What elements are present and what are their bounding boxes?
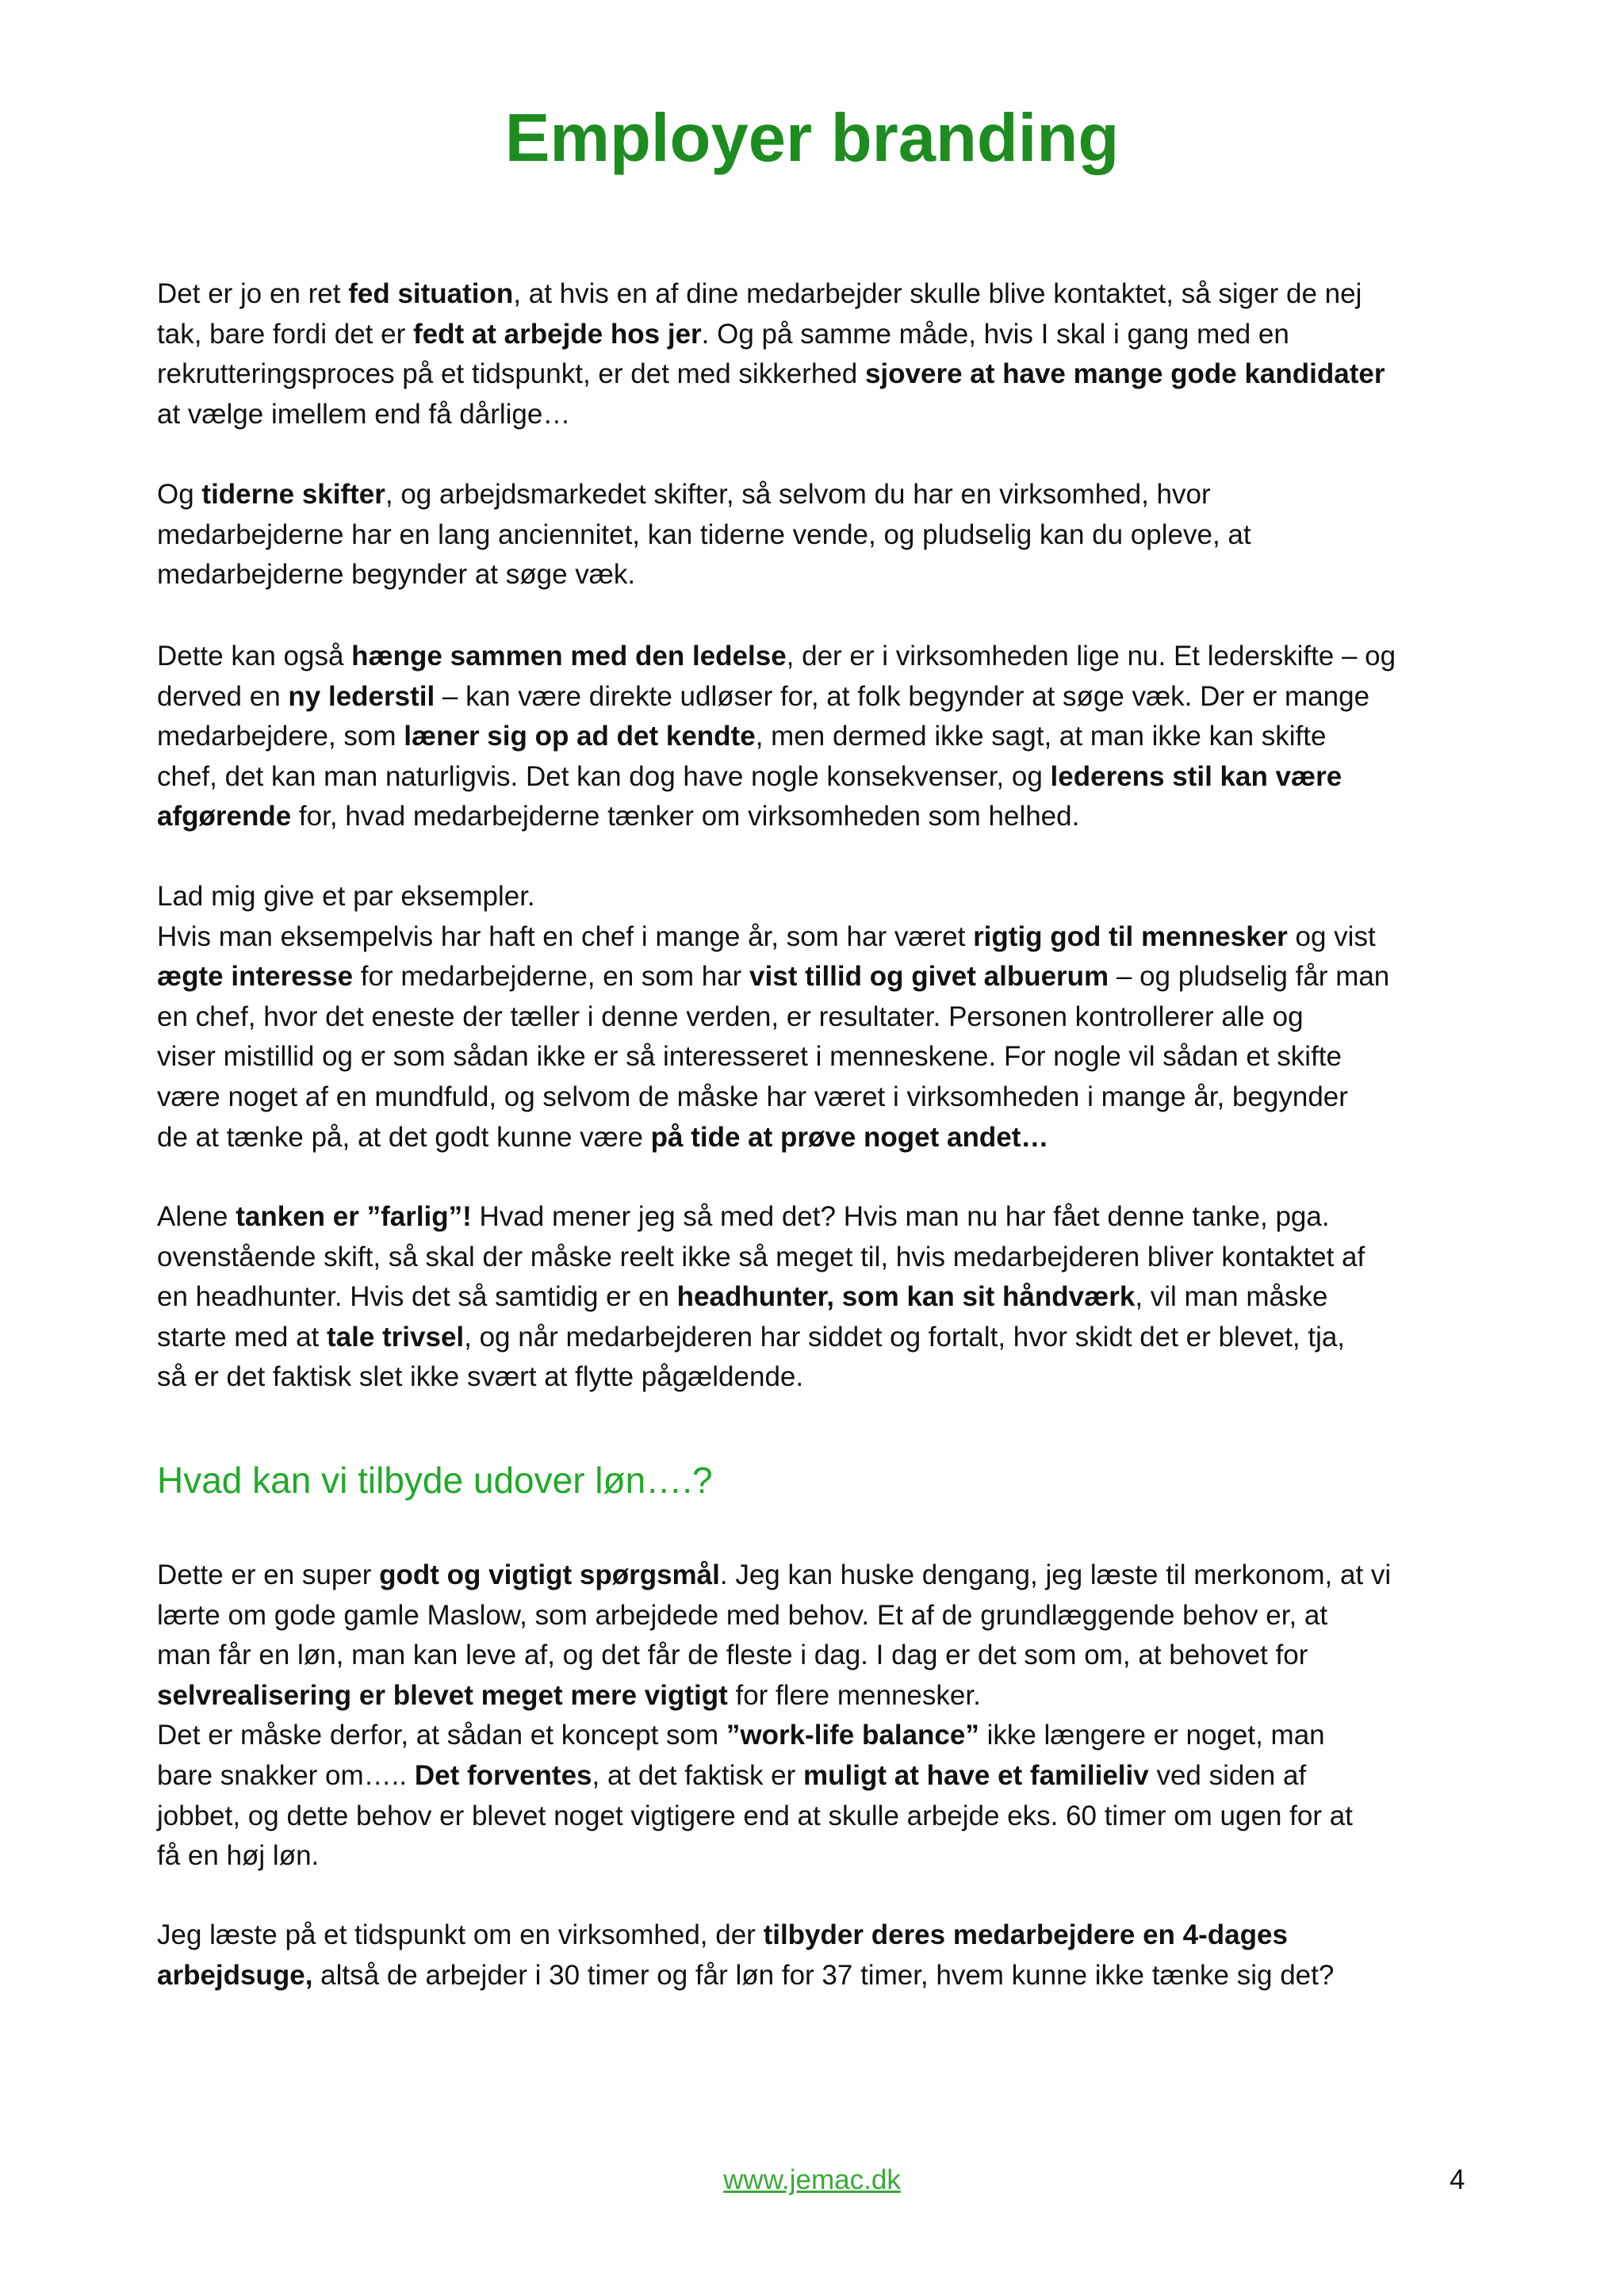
text-run: Hvis man eksempelvis har haft en chef i mange år, som har været [157,920,974,952]
text-line [157,1596,1489,1636]
bold-text: arbejdsuge, [157,1959,313,1991]
text-run: ved siden af [1148,1759,1307,1791]
text-line [157,1357,1489,1398]
text-run: Alene [157,1201,236,1232]
text-run: medarbejdere, som [157,721,404,752]
text-line [157,1716,1489,1756]
text-line [157,1956,1489,1996]
text-line [157,354,1489,395]
paragraph [157,1197,1489,1398]
paragraph [157,475,1489,595]
text-line [157,395,1489,435]
text-run: . Jeg kan huske dengang, jeg læste til merkonom, at vi [719,1559,1392,1590]
text-run: en headhunter. Hvis det så samtidig er en [157,1281,677,1313]
page-title: Employer branding [504,101,1120,176]
text-line [157,717,1489,757]
text-run: for medarbejderne, en som har [353,961,750,993]
text-line [157,797,1489,837]
text-run: Dette er en super [157,1559,380,1590]
text-run: , og når medarbejderen har siddet og fortalt, hvor skidt det er blevet, tja, [464,1321,1346,1353]
text-line [157,1756,1489,1797]
text-run: . Og på samme måde, hvis I skal i gang med en [701,318,1289,350]
text-run: medarbejderne har en lang anciennitet, kan tiderne vende, og pludselig kan du opleve, at [157,519,1251,550]
bold-text: muligt at have et familieliv [803,1759,1149,1791]
text-run: Det er måske derfor, at sådan et koncept som [157,1720,726,1751]
bold-text: rigtig god til mennesker [973,920,1288,952]
text-run: de at tænke på, at det godt kunne være [157,1121,651,1153]
bold-text: godt og vigtigt spørgsmål [379,1559,720,1590]
text-line [157,877,1489,917]
bold-text: headhunter, som kan sit håndværk [676,1281,1136,1313]
bold-text: lederens stil kan være [1050,760,1342,792]
paragraph [157,637,1489,837]
page-number: 4 [1450,2164,1465,2195]
text-line [157,1636,1489,1676]
text-line [157,1318,1489,1358]
text-run: medarbejderne begynder at søge væk. [157,559,636,591]
text-run: for, hvad medarbejderne tænker om virksomheden som helhed. [291,801,1080,832]
text-line [157,1676,1489,1716]
text-run: være noget af en mundfuld, og selvom de måske har været i virksomheden i mange år, begynder [157,1081,1348,1112]
text-run: bare snakker om….. [157,1759,415,1791]
bold-text: tilbyder deres medarbejdere en 4-dages [763,1919,1288,1950]
text-run: lærte om gode gamle Maslow, som arbejdede med behov. Et af de grundlæggende behov er, at [157,1599,1328,1631]
text-run: Jeg læste på et tidspunkt om en virksomhed, der [157,1919,764,1950]
bold-text: hænge sammen med den ledelse [351,641,787,672]
text-run: ikke længere er noget, man [979,1720,1325,1751]
bold-text: fed situation [348,278,514,309]
text-line [157,757,1489,798]
text-line [157,1277,1489,1318]
text-run: ovenstående skift, så skal der måske reelt ikke så meget til, hvis medarbejderen bliver kontaktet af [157,1241,1365,1272]
bold-text: selvrealisering er blevet meget mere vigtigt [157,1679,728,1711]
text-line [157,1118,1489,1158]
text-run: Og [157,479,202,510]
text-run: så er det faktisk slet ikke svært at flytte pågældende. [157,1361,804,1393]
text-line [157,274,1489,315]
text-run: for flere mennesker. [727,1679,981,1711]
section-heading: Hvad kan vi tilbyde udover løn….? [157,1460,713,1501]
footer-website-link[interactable]: www.jemac.dk [723,2164,901,2195]
bold-text: på tide at prøve noget andet… [650,1121,1049,1153]
text-run: chef, det kan man naturligvis. Det kan dog have nogle konsekvenser, og [157,760,1051,792]
text-run: tak, bare fordi det er [157,318,413,350]
paragraph [157,1915,1489,1996]
bold-text: sjovere at have mange gode kandidater [864,358,1385,390]
paragraph [157,877,1489,1158]
text-run: Hvad mener jeg så med det? Hvis man nu har fået denne tanke, pga. [471,1201,1330,1232]
text-line [157,475,1489,515]
text-line [157,1238,1489,1278]
text-line [157,515,1489,556]
text-line [157,637,1489,677]
text-line [157,1836,1489,1877]
paragraph [157,1556,1489,1877]
bold-text: ”work-life balance” [726,1720,979,1751]
text-line [157,677,1489,718]
text-run: Det er jo en ret [157,278,349,309]
text-run: , men dermed ikke sagt, at man ikke kan skifte [755,721,1327,752]
text-line [157,957,1489,997]
text-run: at vælge imellem end få dårlige… [157,398,571,430]
bold-text: fedt at arbejde hos jer [412,318,702,350]
text-line [157,315,1489,355]
text-line [157,1797,1489,1837]
bold-text: ægte interesse [157,961,354,993]
text-run: og vist [1287,920,1376,952]
text-run: – og pludselig får man [1109,961,1390,993]
text-run: Lad mig give et par eksempler. [157,881,535,912]
bold-text: tale trivsel [326,1321,465,1353]
text-line [157,1197,1489,1238]
text-line [157,997,1489,1038]
text-line [157,1556,1489,1596]
text-run: få en høj løn. [157,1840,320,1872]
text-line [157,1915,1489,1956]
text-run: en chef, hvor det eneste der tæller i denne verden, er resultater. Personen kontrollerer alle og [157,1001,1304,1032]
paragraph [157,274,1489,434]
text-run: viser mistillid og er som sådan ikke er så interesseret i menneskene. For nogle vil sådan et skifte [157,1041,1342,1073]
text-run: jobbet, og dette behov er blevet noget vigtigere end at skulle arbejde eks. 60 timer om ugen for at [157,1800,1353,1831]
text-run: starte med at [157,1321,327,1353]
bold-text: tanken er ”farlig”! [236,1201,472,1232]
bold-text: tiderne skifter [201,479,385,510]
text-run: Dette kan også [157,641,352,672]
bold-text: læner sig op ad det kendte [404,721,756,752]
text-run: man får en løn, man kan leve af, og det får de fleste i dag. I dag er det som om, at behovet for [157,1640,1308,1671]
text-run: altså de arbejder i 30 timer og får løn for 37 timer, hvem kunne ikke tænke sig det? [312,1959,1335,1991]
text-run: – kan være direkte udløser for, at folk begynder at søge væk. Der er mange [435,680,1370,712]
text-run: , og arbejdsmarkedet skifter, så selvom du har en virksomhed, hvor [385,479,1211,510]
text-run: , at hvis en af dine medarbejder skulle blive kontaktet, så siger de nej [513,278,1362,309]
text-run: , at det faktisk er [592,1759,804,1791]
text-run: rekrutteringsproces på et tidspunkt, er det med sikkerhed [157,358,865,390]
text-run: derved en [157,680,289,712]
bold-text: afgørende [157,801,292,832]
bold-text: Det forventes [414,1759,592,1791]
text-line [157,1077,1489,1118]
text-run: , vil man måske [1135,1281,1328,1313]
bold-text: vist tillid og givet albuerum [749,961,1109,993]
text-line [157,1037,1489,1077]
text-run: , der er i virksomheden lige nu. Et lederskifte – og [786,641,1396,672]
bold-text: ny lederstil [288,680,435,712]
text-line [157,555,1489,595]
text-line [157,917,1489,958]
